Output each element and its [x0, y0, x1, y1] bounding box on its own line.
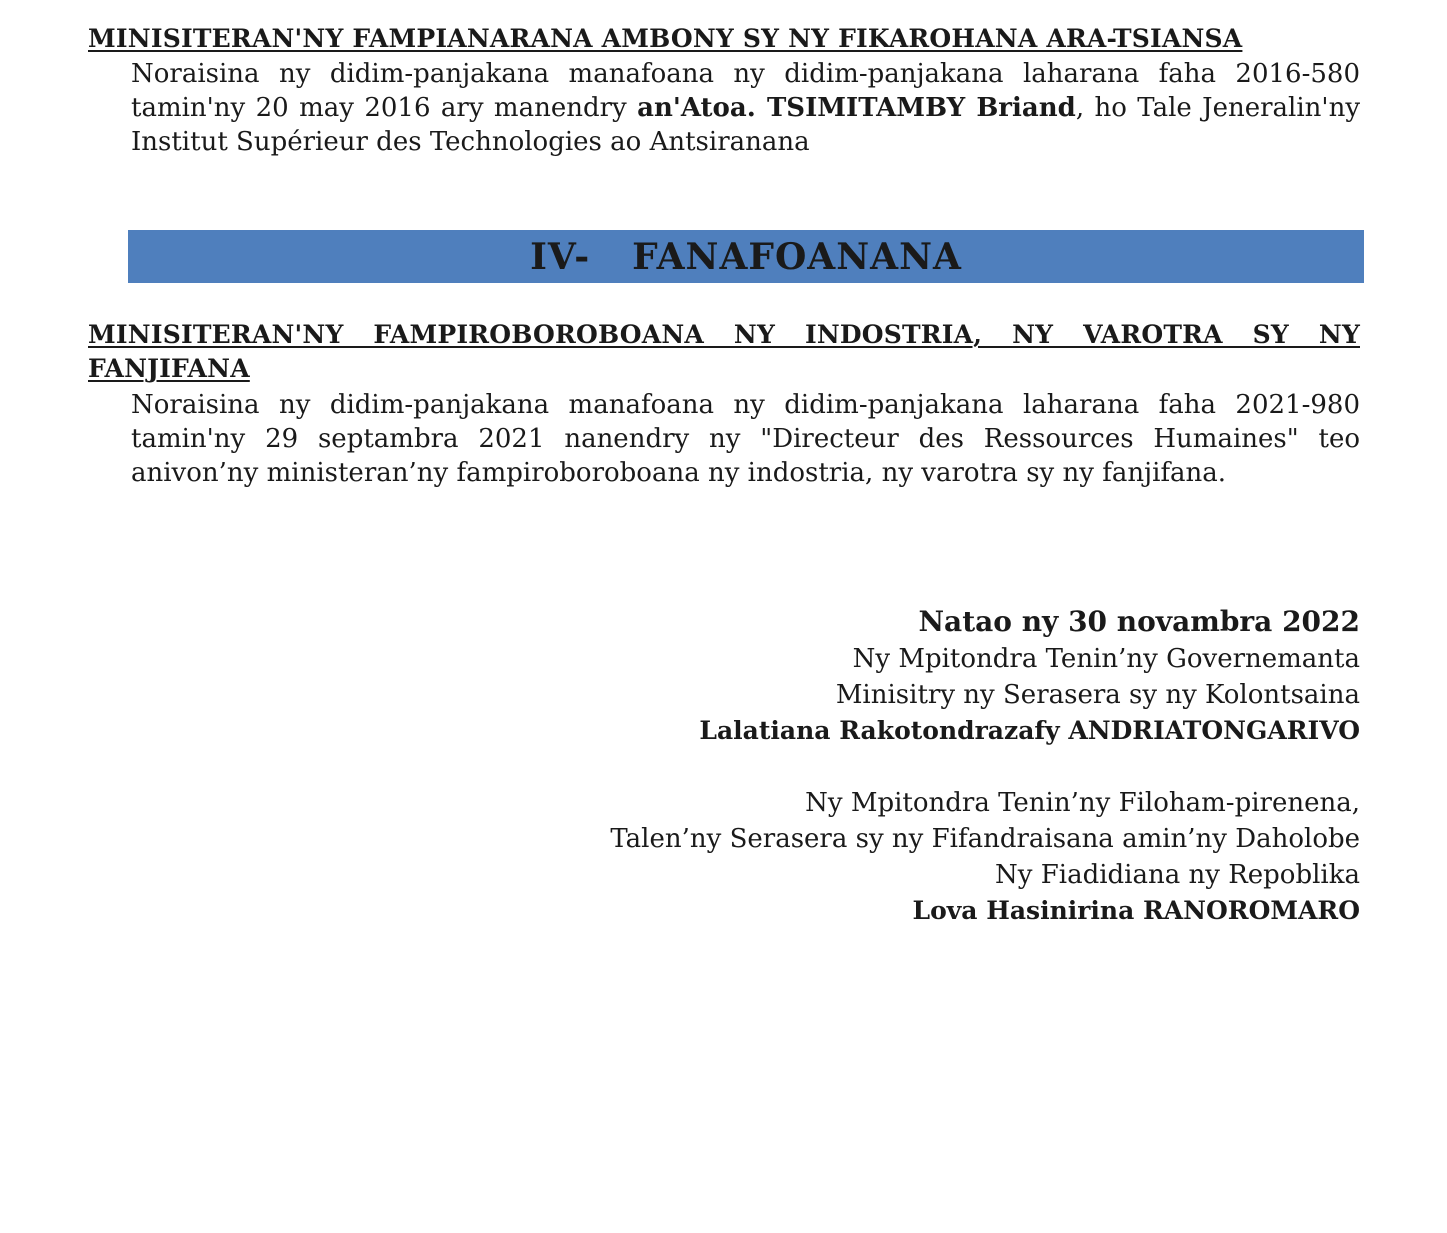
decree-paragraph-hr-director: Noraisina ny didim-panjakana manafoana ny didim-panjakana laharana faha 2021-980 tamin'ny 29 septambra 2021 nanendry ny "Directeur des Ressources Humaines" teo anivon’ny ministeran’ny fampiroboroboana ny indostria, ny varotra sy ny fanjifana. [131, 390, 1360, 488]
signature-date: Natao ny 30 novambra 2022 [918, 605, 1360, 638]
ministry-heading-higher-education: MINISITERAN'NY FAMPIANARANA AMBONY SY NY FIKAROHANA ARA-TSIANSA [88, 24, 1243, 53]
government-spokesperson-role: Ny Mpitondra Tenin’ny Governemanta [852, 644, 1360, 674]
signature-spacer [610, 749, 1360, 785]
government-spokesperson-ministry: Minisitry ny Serasera sy ny Kolontsaina [835, 680, 1360, 710]
ministry-heading-industry-commerce: MINISITERAN'NY FAMPIROBOROBOANA NY INDOSTRIA, NY VAROTRA SY NY FANJIFANA [88, 320, 1360, 383]
presidency-spokesperson-role: Ny Mpitondra Tenin’ny Filoham-pirenena, [805, 788, 1360, 818]
decree-text-end: , ho Tale Jeneralin'ny Institut Supérieur des Technologies ao Antsiranana [131, 93, 1361, 157]
section-banner-abrogation [128, 230, 1364, 283]
appointee-name: an'Atoa. TSIMITAMBY Briand [637, 93, 1076, 123]
government-spokesperson-name: Lalatiana Rakotondrazafy ANDRIATONGARIVO [699, 716, 1360, 745]
presidency-spokesperson-name: Lova Hasinirina RANOROMARO [912, 896, 1360, 925]
section-title: FANAFOANANA [632, 235, 962, 278]
section-number: IV- [530, 235, 591, 278]
signature-block [610, 603, 1360, 929]
presidency-office: Ny Fiadidiana ny Repoblika [995, 860, 1360, 890]
decree-text-start: Noraisina ny didim-panjakana manafoana ny didim-panjakana laharana faha 2016-580 tamin'ny 20 may 2016 ary manendry [131, 59, 1360, 123]
presidency-spokesperson-title: Talen’ny Serasera sy ny Fifandraisana amin’ny Daholobe [610, 824, 1360, 854]
decree-paragraph-tsimitamby [131, 57, 1360, 159]
